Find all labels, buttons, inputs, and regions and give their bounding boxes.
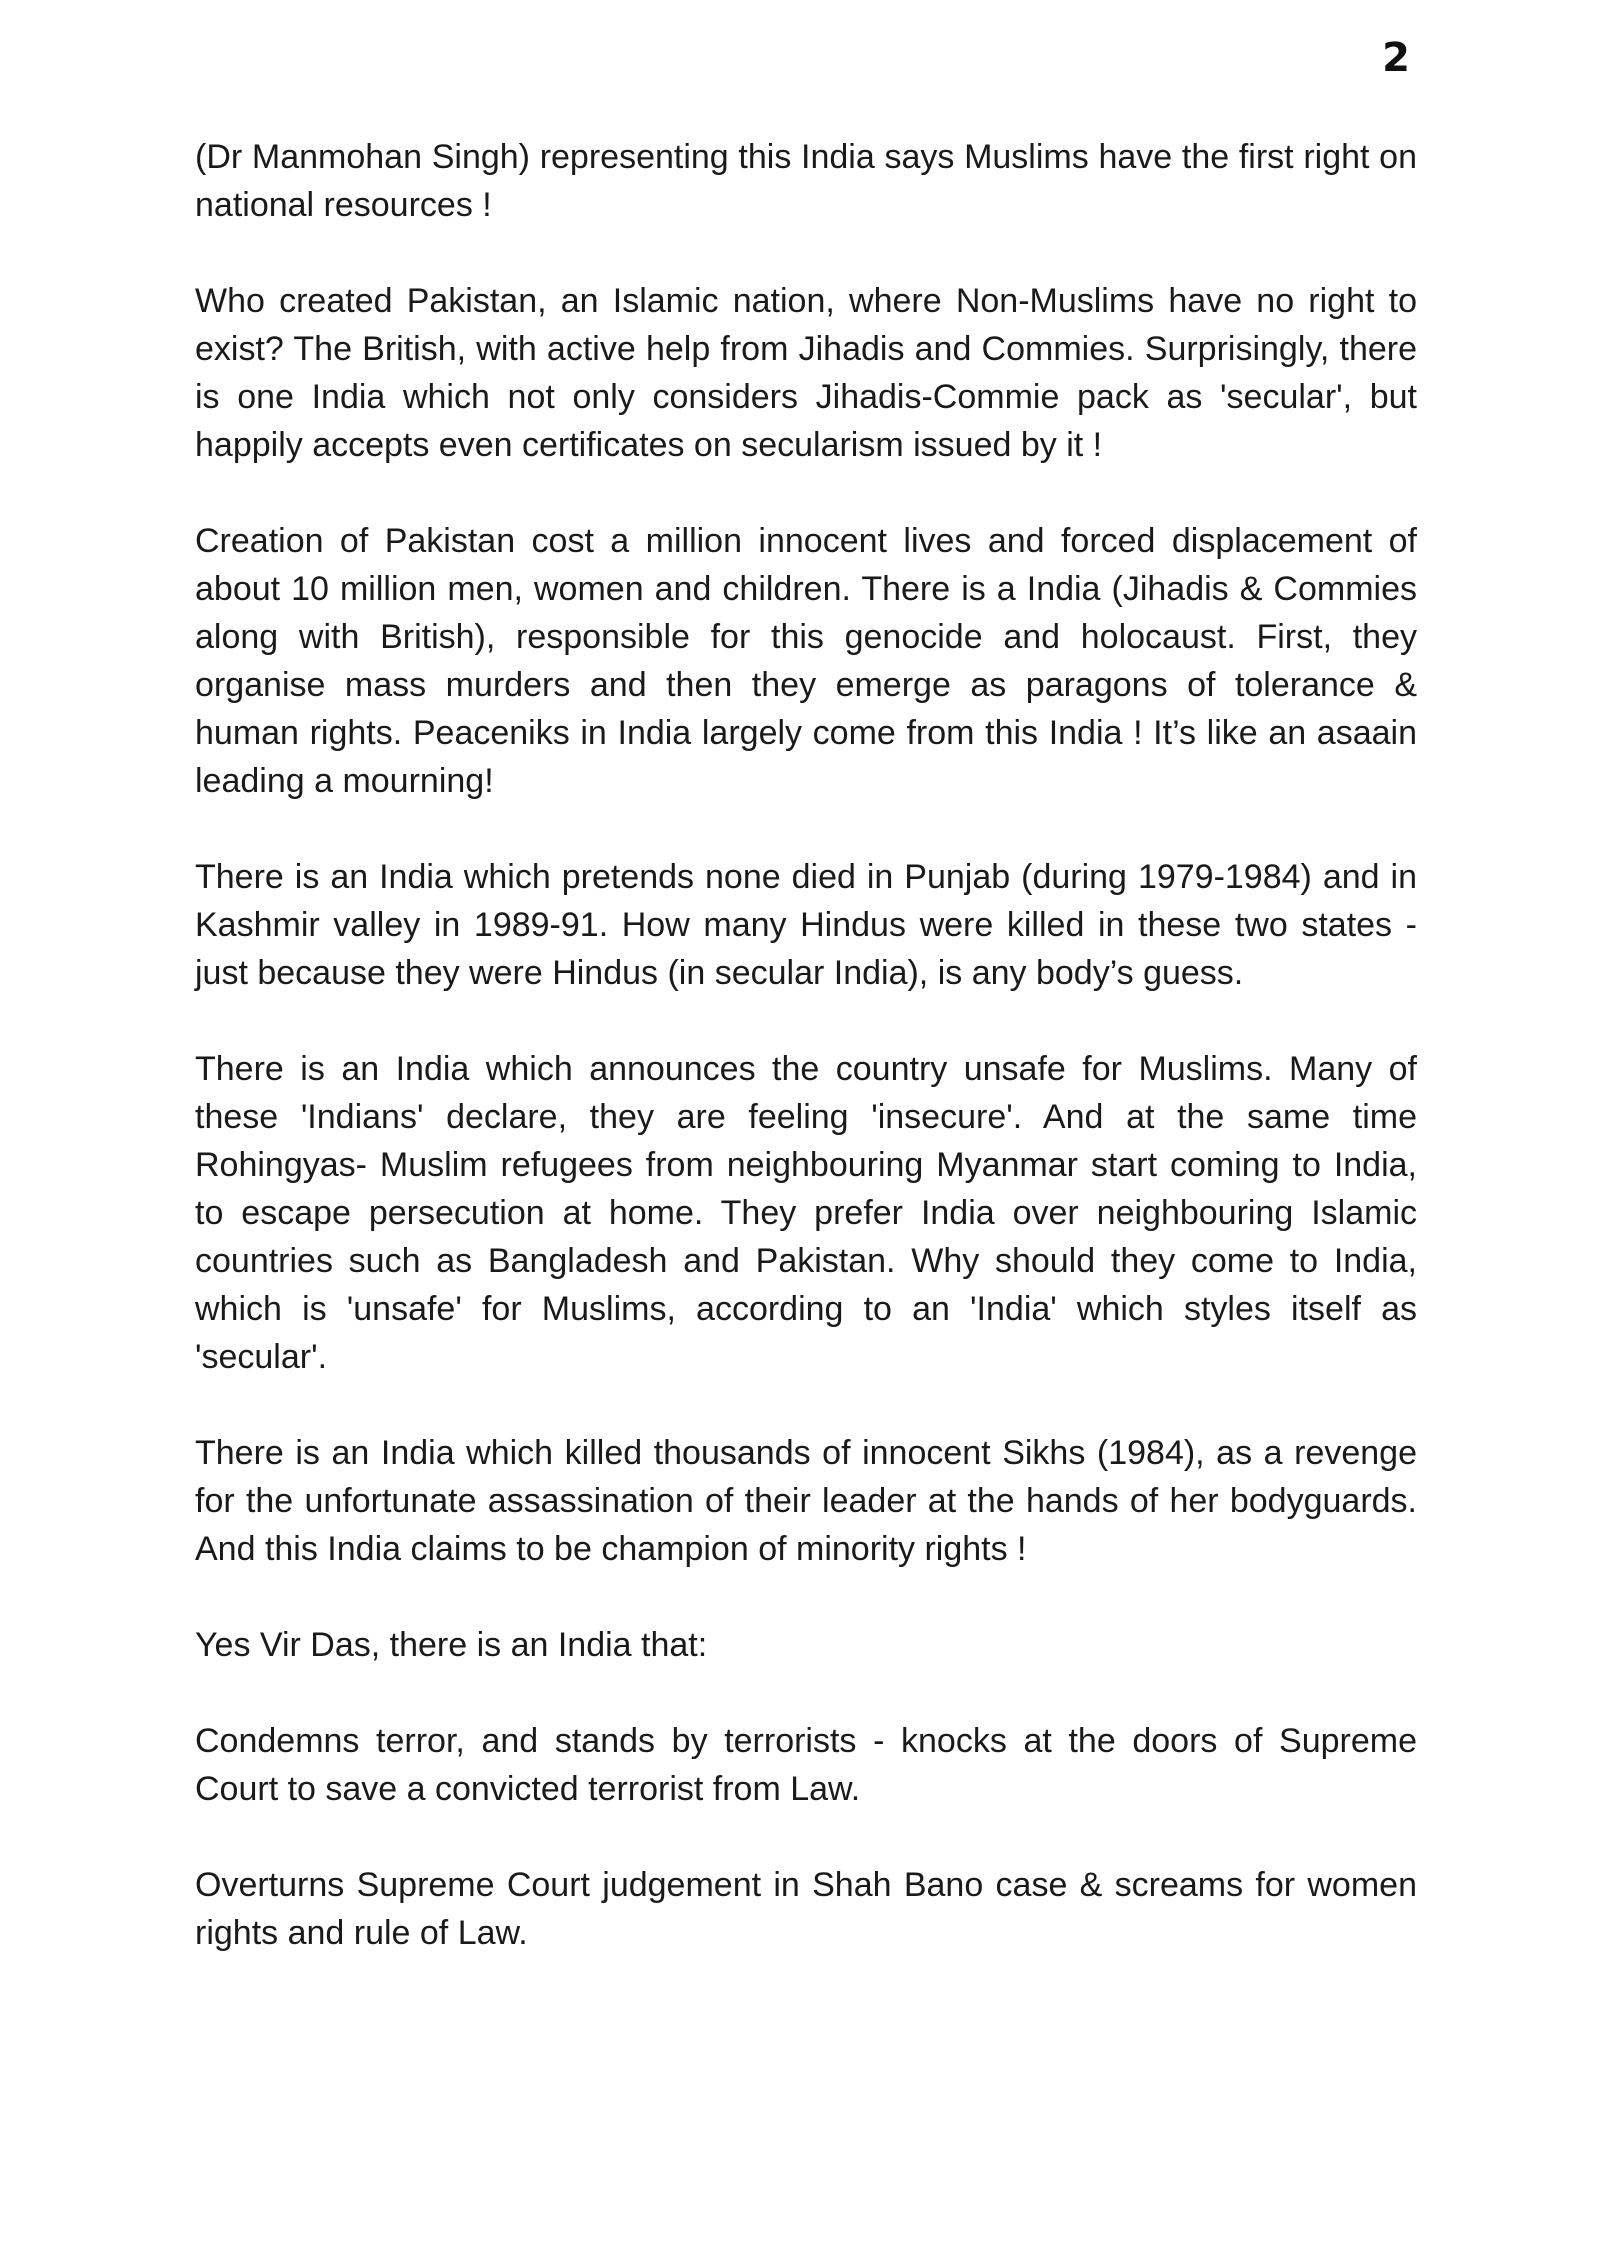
paragraph-condemns-terror: Condemns terror, and stands by terrorists - knocks at the doors of Supreme Court to save a convicted terrorist from Law. bbox=[195, 1722, 1417, 1808]
paragraph-vir-das: Yes Vir Das, there is an India that: bbox=[195, 1626, 708, 1664]
paragraph-shah-bano: Overturns Supreme Court judgement in Shah Bano case & screams for women rights and rule of Law. bbox=[195, 1866, 1417, 1952]
paragraph-pakistan-creation: Who created Pakistan, an Islamic nation, where Non-Muslims have no right to exist? The British, with active help from Jihadis and Commies. Surprisingly, there is one India which not only considers Jihadis-Commie pack as 'secular', but happily accepts even certificates on secularism issued by it ! bbox=[195, 282, 1417, 464]
paragraph-unsafe-for-muslims: There is an India which announces the country unsafe for Muslims. Many of these 'Indians' declare, they are feeling 'insecure'. And at the same time Rohingyas- Muslim refugees from neighbouring Myanmar start coming to India, to escape persecution at home. They prefer India over neighbouring Islamic countries such as Bangladesh and Pakistan. Why should they come to India, which is 'unsafe' for Muslims, according to an 'India' which styles itself as 'secular'. bbox=[195, 1050, 1417, 1376]
paragraph-partition-cost: Creation of Pakistan cost a million innocent lives and forced displacement of about 10 million men, women and children. There is a India (Jihadis & Commies along with British), responsible for this genocide and holocaust. First, they organise mass murders and then they emerge as paragons of tolerance & human rights. Peaceniks in India largely come from this India ! It’s like an asaain leading a mourning! bbox=[195, 522, 1417, 800]
body-text bbox=[195, 133, 1417, 2005]
page-number: 2 bbox=[1382, 35, 1410, 81]
paragraph-punjab-kashmir: There is an India which pretends none died in Punjab (during 1979-1984) and in Kashmir valley in 1989-91. How many Hindus were killed in these two states - just because they were Hindus (in secular India), is any body’s guess. bbox=[195, 858, 1417, 992]
paragraph-sikhs-1984: There is an India which killed thousands of innocent Sikhs (1984), as a revenge for the unfortunate assassination of their leader at the hands of her bodyguards. And this India claims to be champion of minority rights ! bbox=[195, 1434, 1417, 1568]
paragraph-manmohan-singh: (Dr Manmohan Singh) representing this India says Muslims have the first right on national resources ! bbox=[195, 138, 1417, 224]
